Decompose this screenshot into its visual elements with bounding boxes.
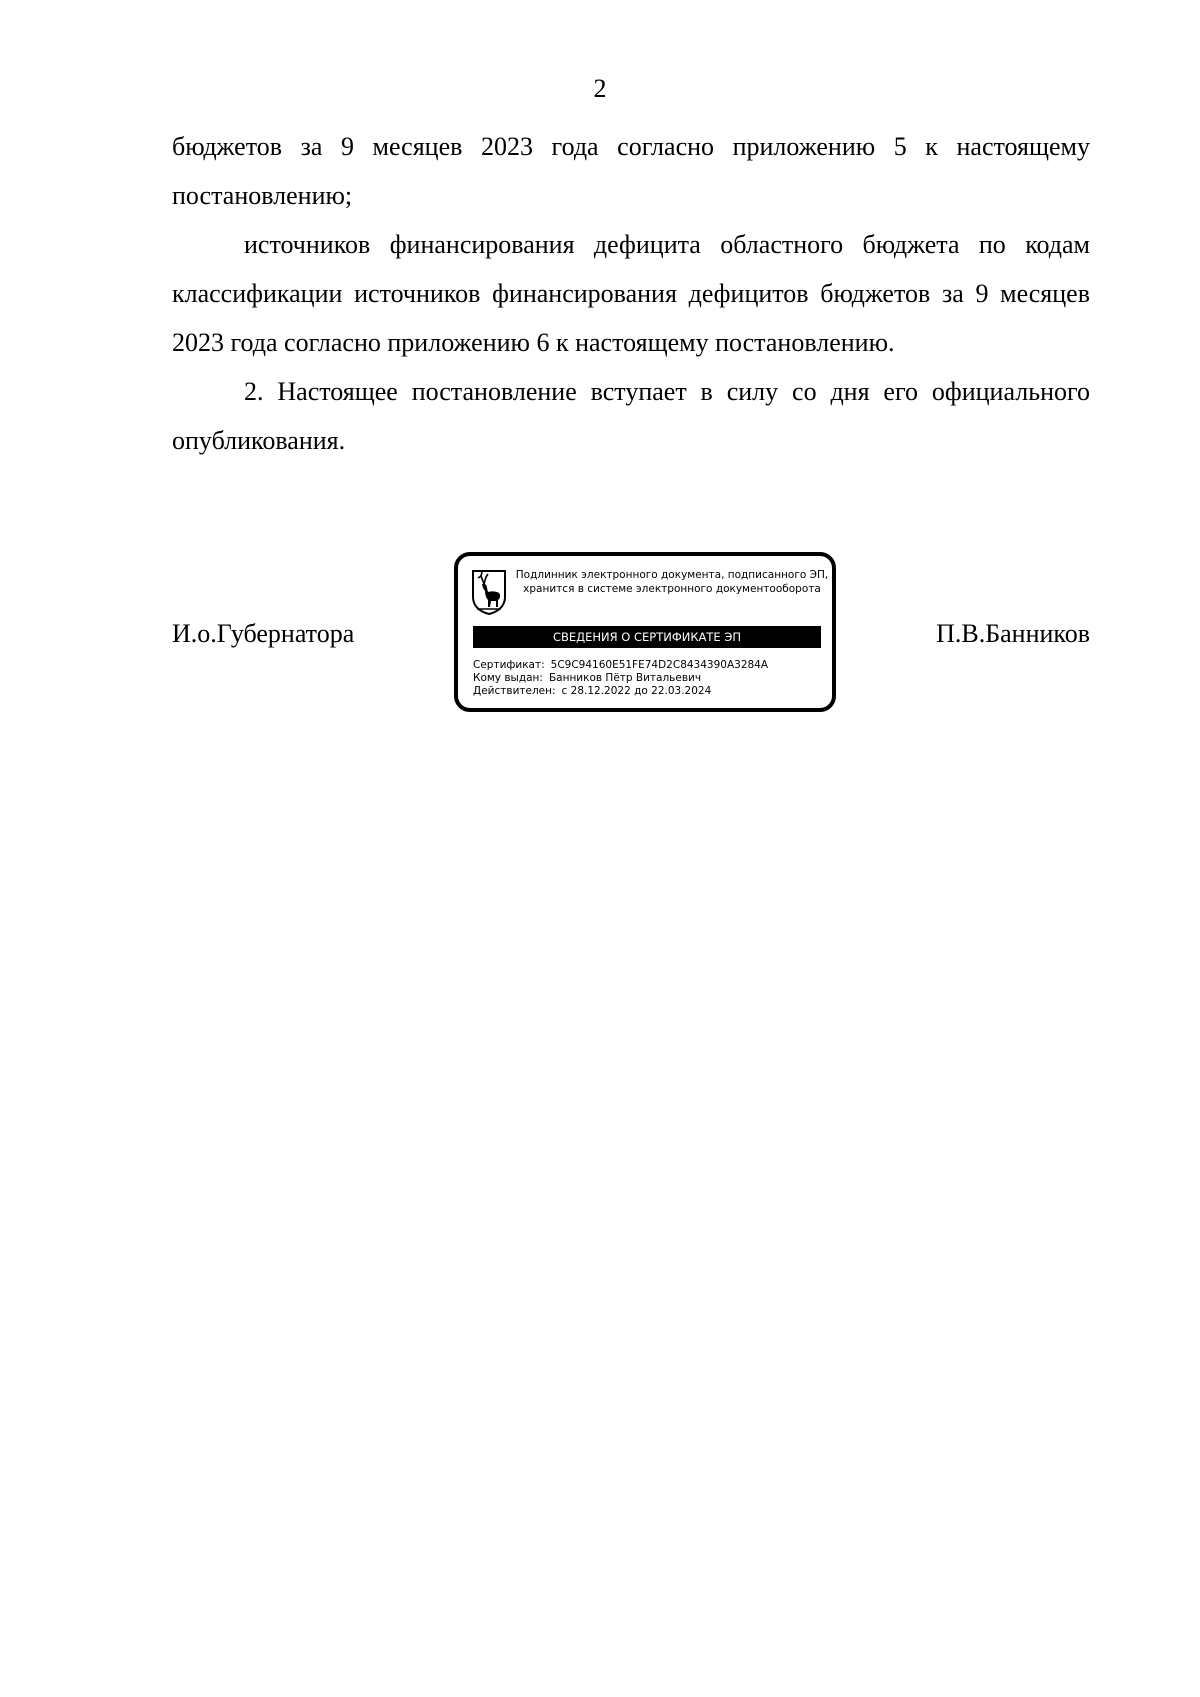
issued-to-label: Кому выдан:	[473, 672, 543, 684]
paragraph-budget-appendix-5: бюджетов за 9 месяцев 2023 года согласно приложению 5 к настоящему постановлению;	[172, 132, 1090, 210]
validity-row	[473, 685, 829, 698]
stamp-band-title: СВЕДЕНИЯ О СЕРТИФИКАТЕ ЭП	[473, 626, 821, 648]
validity-value: с 28.12.2022 до 22.03.2024	[561, 685, 712, 697]
signatory-position: И.о.Губернатора	[172, 619, 355, 648]
stamp-details	[473, 659, 829, 698]
stamp-header	[514, 568, 830, 596]
paragraph-effective-date: 2. Настоящее постановление вступает в силу со дня его официального опубликования.	[172, 377, 1090, 455]
page-number: 2	[593, 74, 607, 103]
certificate-label: Сертификат:	[473, 659, 545, 671]
stamp-header-line-2: хранится в системе электронного документооборота	[523, 583, 821, 595]
certificate-row	[473, 659, 829, 672]
validity-label: Действителен:	[473, 685, 556, 697]
stamp-header-line-1: Подлинник электронного документа, подписанного ЭП,	[515, 569, 829, 581]
paragraph-deficit-sources-appendix-6: источников финансирования дефицита областного бюджета по кодам классификации источников финансирования дефицитов бюджетов за 9 месяцев 2023 года согласно приложению 6 к настоящему постановлению.	[172, 230, 1090, 357]
electronic-signature-stamp	[454, 552, 836, 712]
document-body	[172, 122, 1090, 465]
issued-to-value: Банников Пётр Витальевич	[548, 672, 702, 684]
deer-coat-of-arms-icon	[470, 569, 508, 615]
signatory-name: П.В.Банников	[936, 619, 1090, 648]
issued-to-row	[473, 672, 829, 685]
certificate-value: 5C9C94160E51FE74D2C8434390A3284A	[550, 659, 769, 671]
